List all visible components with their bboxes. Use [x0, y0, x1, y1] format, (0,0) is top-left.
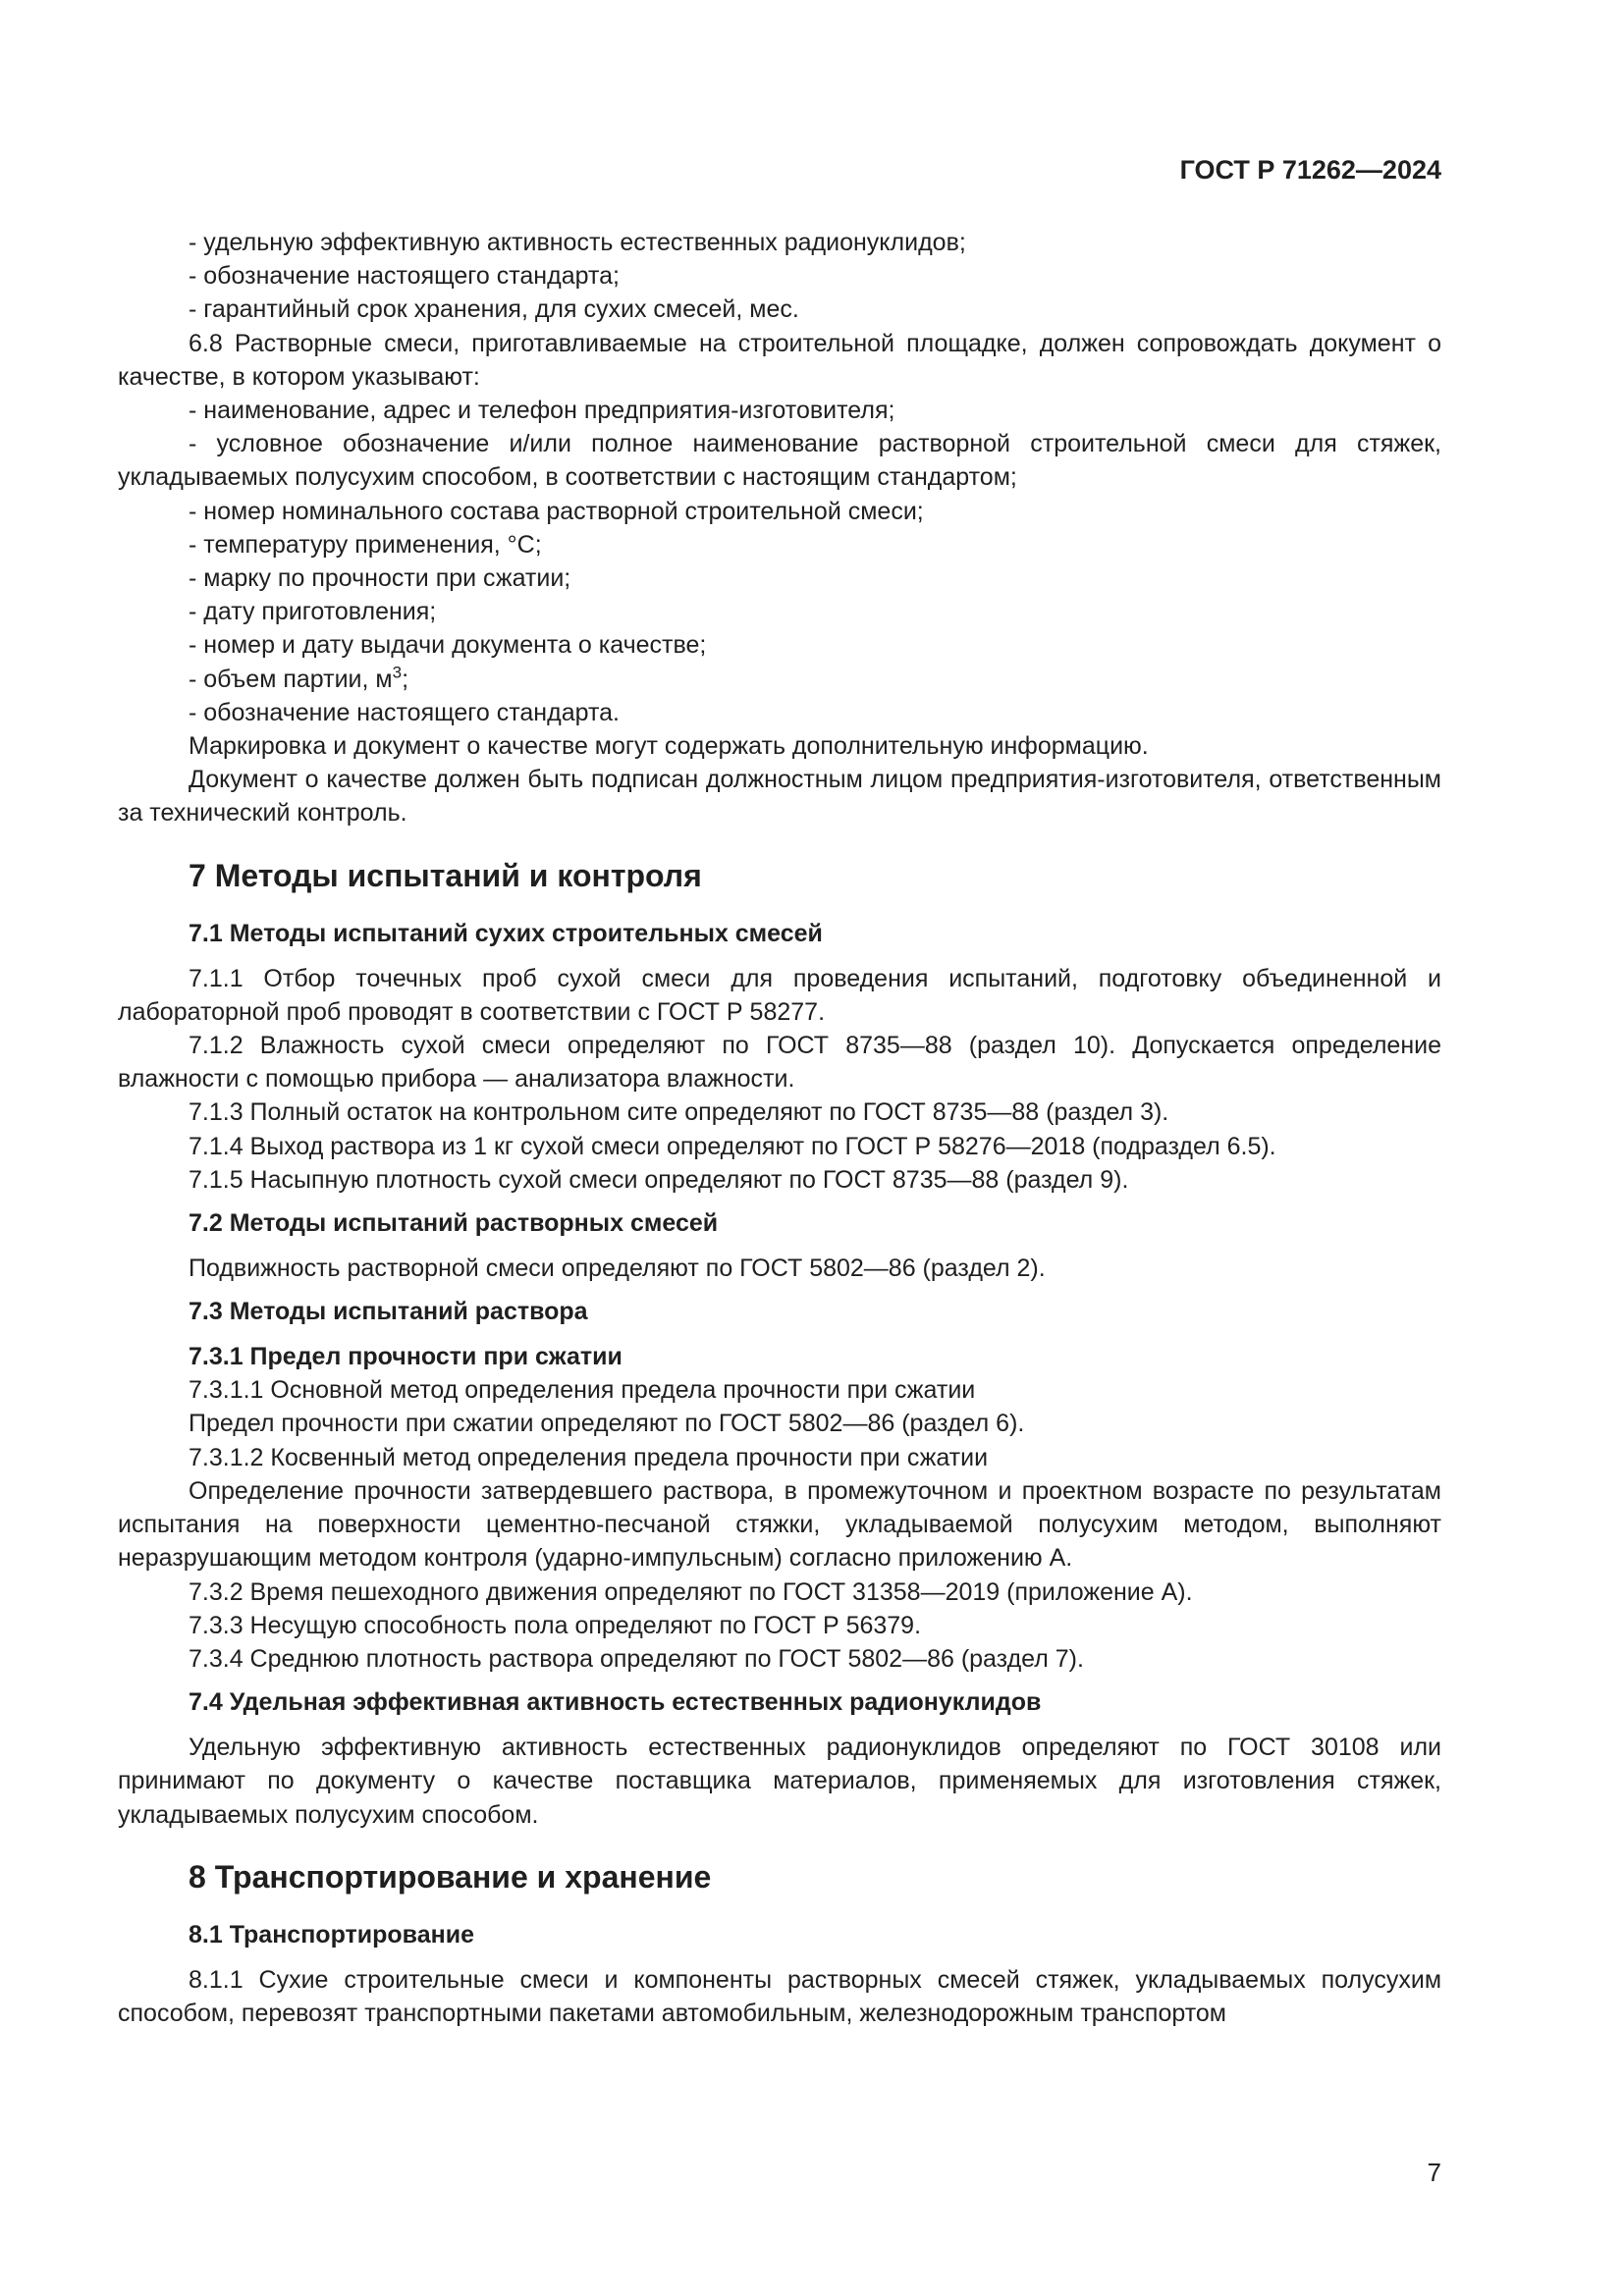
list-item: - удельную эффективную активность естественных радионуклидов;	[189, 229, 966, 256]
list-item: - марку по прочности при сжатии;	[189, 564, 571, 593]
subsection-7-2-title: 7.2 Методы испытаний растворных смесей	[189, 1209, 719, 1238]
paragraph-7-3-1-1-text: Предел прочности при сжатии определяют по ГОСТ 5802—86 (раздел 6).	[189, 1410, 1025, 1438]
paragraph-7-1-4: 7.1.4 Выход раствора из 1 кг сухой смеси определяют по ГОСТ Р 58276—2018 (подраздел 6.5).	[189, 1132, 1276, 1160]
paragraph-7-1-5: 7.1.5 Насыпную плотность сухой смеси определяют по ГОСТ 8735—88 (раздел 9).	[189, 1165, 1129, 1194]
list-item: - обозначение настоящего стандарта.	[189, 698, 620, 726]
section-8-title: 8 Транспортирование и хранение	[189, 1858, 712, 1895]
subsection-7-4-title: 7.4 Удельная эффективная активность естественных радионуклидов	[189, 1688, 1042, 1717]
list-item: - условное обозначение и/или полное наименование растворной строительной смеси для стяжек, укладываемых полусухим способом, в соответствии с настоящим стандартом;	[118, 430, 1441, 492]
standard-header: ГОСТ Р 71262—2024	[1179, 155, 1441, 185]
paragraph-7-3-1-2: 7.3.1.2 Косвенный метод определения предела прочности при сжатии	[189, 1443, 989, 1471]
volume-superscript: 3	[392, 663, 403, 682]
paragraph-signed: Документ о качестве должен быть подписан должностным лицом предприятия-изготовителя, ответственным за технический контроль.	[118, 766, 1441, 828]
section-7-title: 7 Методы испытаний и контроля	[189, 857, 702, 893]
paragraph-6-8: 6.8 Растворные смеси, приготавливаемые на строительной площадке, должен сопровождать документ о качестве, в котором указывают:	[118, 329, 1441, 391]
paragraph-7-3-3: 7.3.3 Несущую способность пола определяют по ГОСТ Р 56379.	[189, 1611, 922, 1639]
list-item: - дату приготовления;	[189, 598, 437, 626]
list-item-volume	[118, 663, 1441, 696]
paragraph-7-3-1-2-text: Определение прочности затвердевшего раствора, в промежуточном и проектном возрасте по результатам испытания на поверхности цементно-песчаной стяжки, укладываемой полусухим методом, выполняют неразрушающим методом контроля (ударно-импульсным) согласно приложению А.	[118, 1476, 1441, 1573]
subsection-8-1-title: 8.1 Транспортирование	[189, 1920, 474, 1949]
list-item: - наименование, адрес и телефон предприятия-изготовителя;	[189, 397, 895, 425]
list-item: - гарантийный срок хранения, для сухих смесей, мес.	[189, 295, 799, 324]
list-item: - температуру применения, °С;	[189, 530, 542, 559]
paragraph-7-3-1-1: 7.3.1.1 Основной метод определения предела прочности при сжатии	[189, 1376, 976, 1405]
page-number: 7	[1427, 2158, 1441, 2187]
paragraph-7-1-1: 7.1.1 Отбор точечных проб сухой смеси для проведения испытаний, подготовку объединенной и лабораторной проб проводят в соответствии с ГОСТ Р 58277.	[118, 964, 1441, 1026]
paragraph-7-1-3: 7.1.3 Полный остаток на контрольном сите определяют по ГОСТ 8735—88 (раздел 3).	[189, 1098, 1169, 1127]
list-item: - номер номинального состава растворной строительной смеси;	[189, 497, 924, 525]
subsection-7-3-title: 7.3 Методы испытаний раствора	[189, 1298, 588, 1326]
volume-tail: ;	[402, 665, 409, 693]
paragraph-8-1-1: 8.1.1 Сухие строительные смеси и компоненты растворных смесей стяжек, укладываемых полусухим способом, перевозят транспортными пакетами автомобильным, железнодорожным транспортом	[118, 1965, 1441, 2027]
paragraph-7-4: Удельную эффективную активность естественных радионуклидов определяют по ГОСТ 30108 или принимают по документу о качестве поставщика материалов, применяемых для изготовления стяжек, укладываемых полусухим способом.	[118, 1734, 1441, 1829]
paragraph-7-2: Подвижность растворной смеси определяют по ГОСТ 5802—86 (раздел 2).	[189, 1255, 1046, 1283]
paragraph-7-3-4: 7.3.4 Среднюю плотность раствора определяют по ГОСТ 5802—86 (раздел 7).	[189, 1644, 1084, 1673]
volume-text: - объем партии, м	[189, 665, 393, 693]
paragraph-7-1-2: 7.1.2 Влажность сухой смеси определяют по ГОСТ 8735—88 (раздел 10). Допускается определение влажности с помощью прибора — анализатора влажности.	[118, 1032, 1441, 1094]
subsection-7-3-1-title: 7.3.1 Предел прочности при сжатии	[189, 1343, 623, 1371]
paragraph-7-3-2: 7.3.2 Время пешеходного движения определяют по ГОСТ 31358—2019 (приложение А).	[189, 1577, 1193, 1606]
list-item: - номер и дату выдачи документа о качестве;	[189, 631, 707, 660]
list-item: - обозначение настоящего стандарта;	[189, 262, 620, 291]
subsection-7-1-title: 7.1 Методы испытаний сухих строительных смесей	[189, 919, 823, 947]
paragraph-marking: Маркировка и документ о качестве могут содержать дополнительную информацию.	[189, 732, 1149, 761]
